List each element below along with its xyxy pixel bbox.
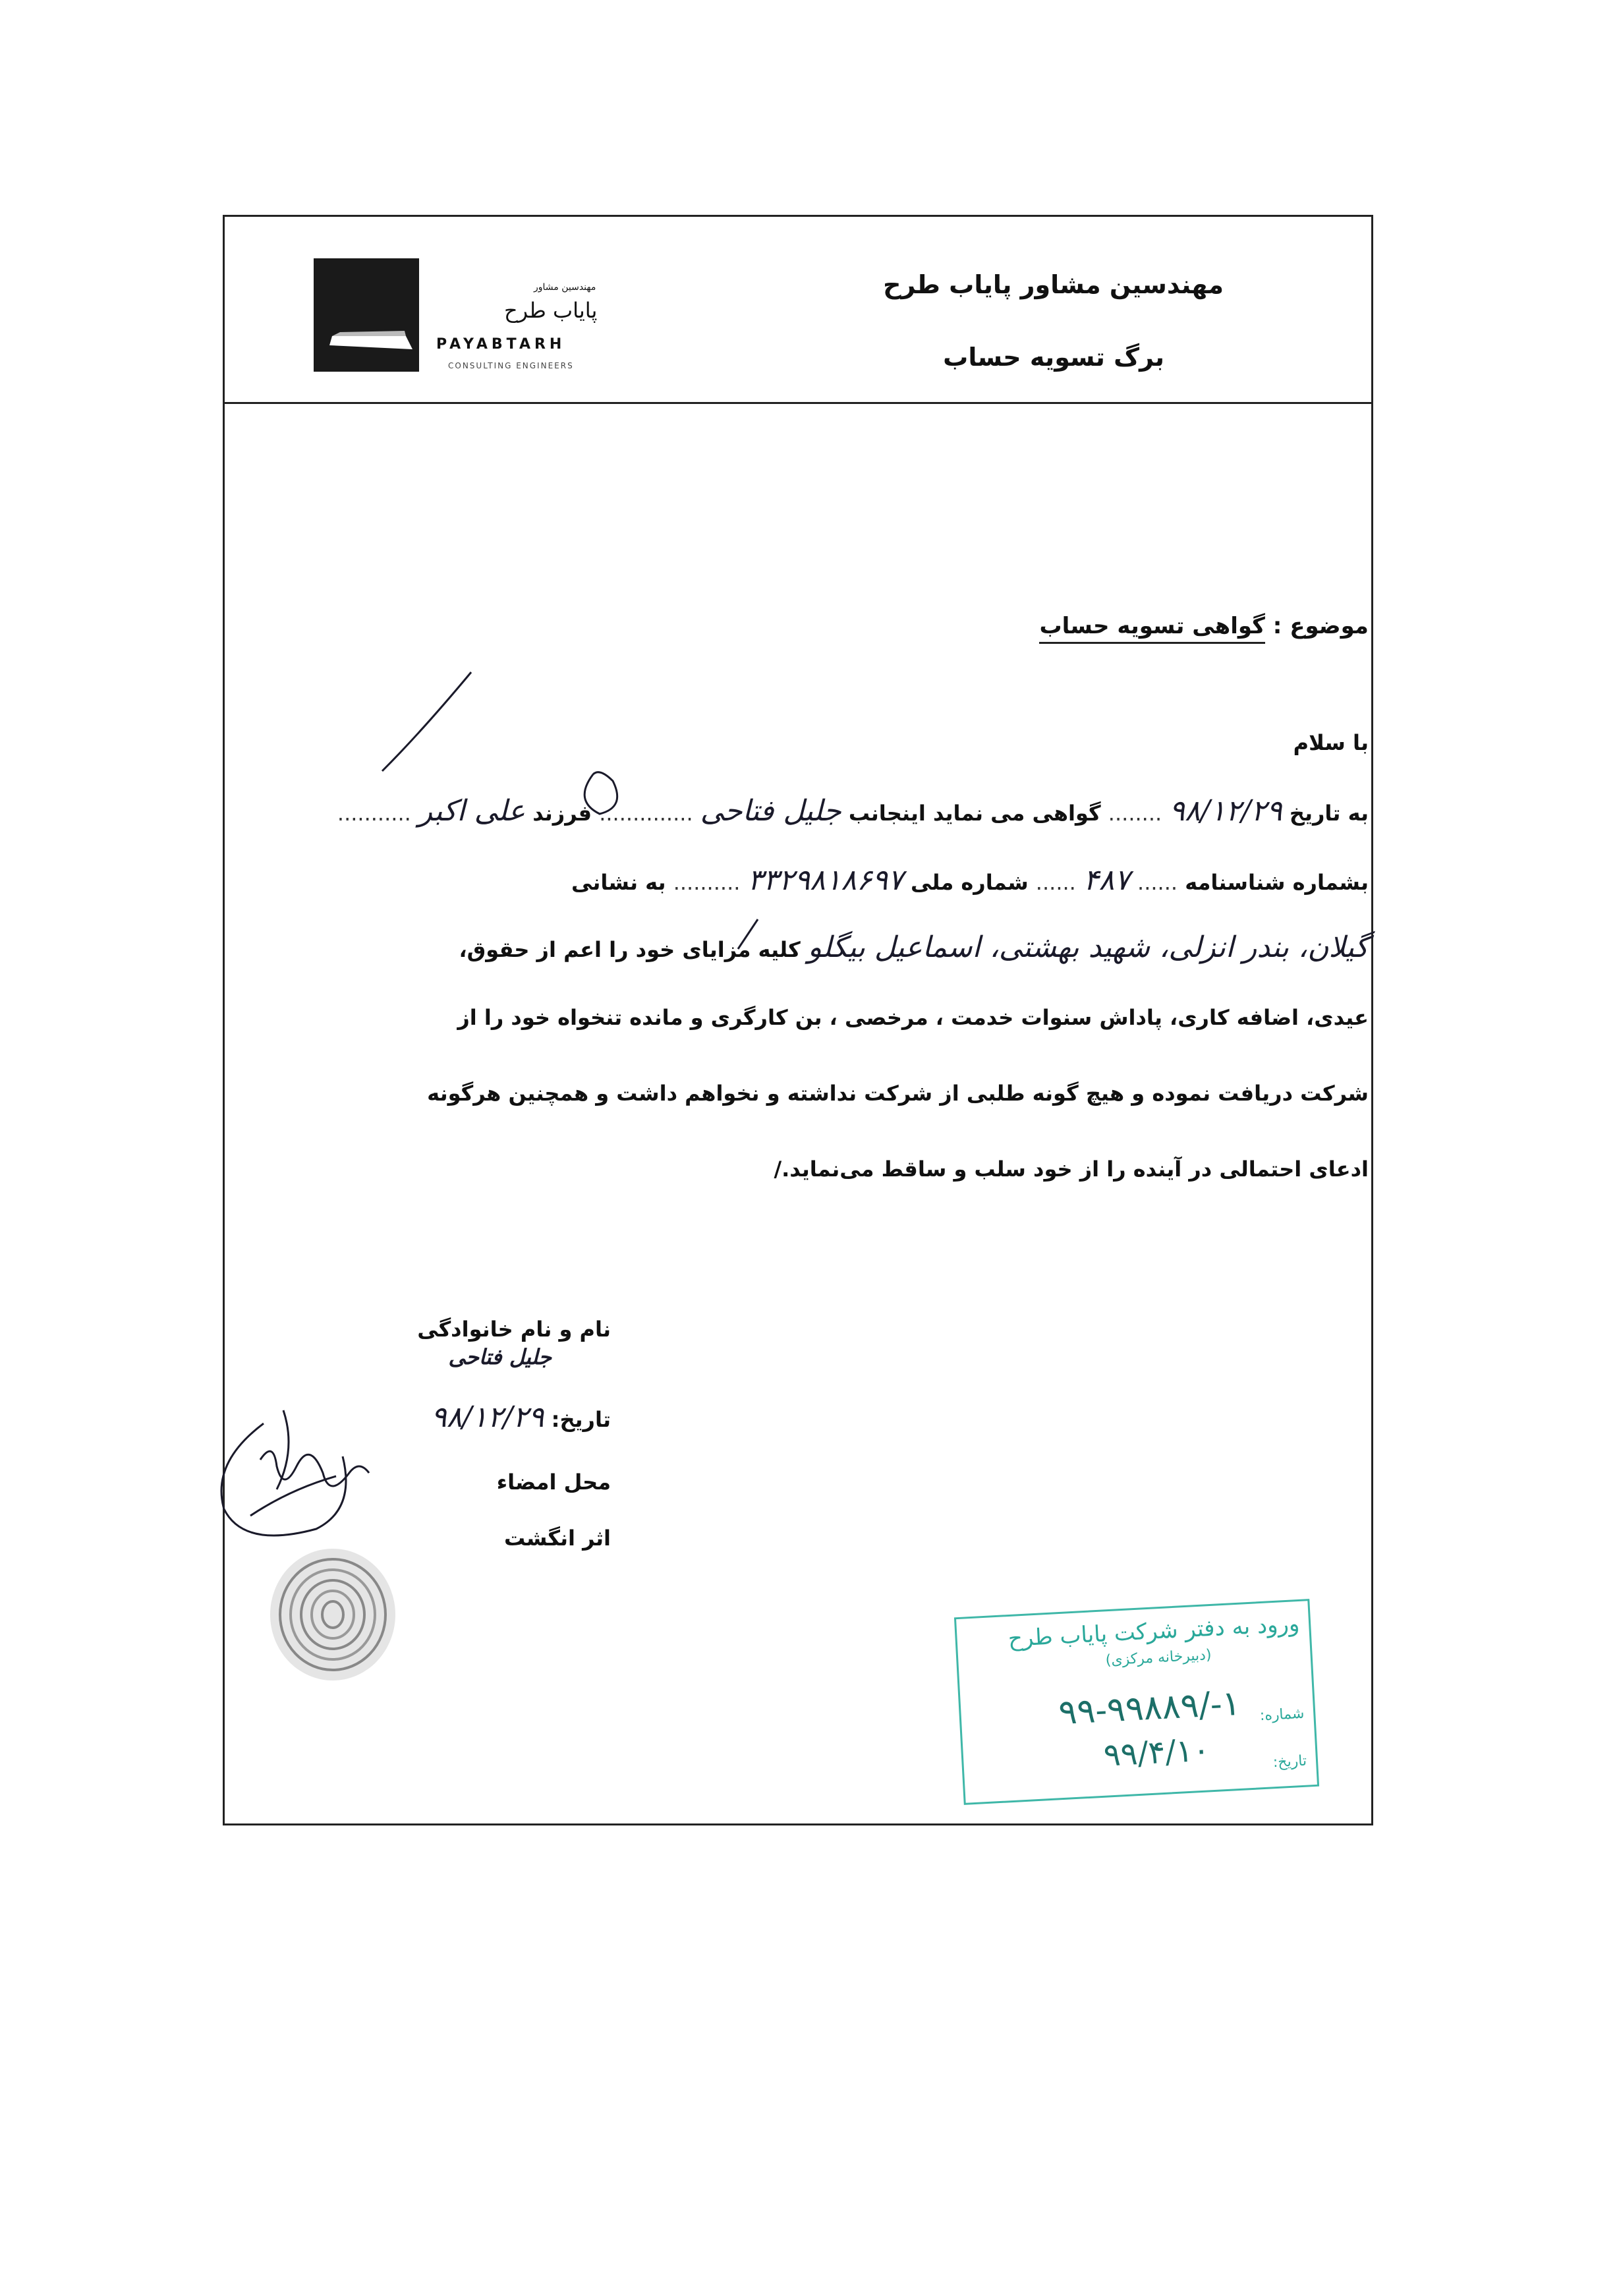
body-line-4: عیدی، اضافه کاری، پاداش سنوات خدمت ، مرخصی ، بن کارگری و مانده تنخواه خود را از	[457, 1005, 1369, 1030]
stamp-date: ۹۹/۴/۱۰	[1102, 1731, 1211, 1774]
fingerprint-label: اثر انگشت	[503, 1526, 611, 1551]
signature-date-label: تاریخ:	[551, 1407, 611, 1432]
date-handwritten: ۹۸/۱۲/۲۹	[1169, 794, 1282, 828]
stamp-title: ورود به دفتر شرکت پایاب طرح	[1007, 1610, 1301, 1653]
name-handwritten: جلیل فتاحی	[700, 794, 841, 828]
stamp-number: ۱-/۹۹-۹۹۸۸۹	[1058, 1683, 1241, 1733]
name-label: نام و نام خانوادگی	[417, 1317, 611, 1342]
company-logo-icon	[314, 258, 419, 372]
dots: ........	[1108, 801, 1162, 826]
form-title: برگ تسویه حساب	[943, 343, 1164, 372]
logo-fa-small-text: مهندسین مشاور	[534, 282, 596, 293]
address-handwritten: گیلان، بندر انزلی، شهید بهشتی، اسماعیل بیگلو	[807, 931, 1369, 964]
salutation: با سلام	[1293, 730, 1369, 755]
address-label: به نشانی	[571, 870, 666, 895]
subject-line	[1039, 613, 1369, 639]
id-prefix: بشماره شناسنامه	[1185, 870, 1369, 895]
dots: ..............	[599, 801, 693, 826]
stamp-date-label: تاریخ:	[1272, 1752, 1307, 1771]
body-line-3	[314, 931, 1369, 964]
certify-text: گواهی می نماید اینجانب	[848, 801, 1101, 826]
dots: ......	[1137, 870, 1178, 895]
signer-name-handwritten: جلیل فتاحی	[448, 1344, 552, 1369]
body-line-1	[314, 794, 1369, 828]
sign-place-label: محل امضاء	[496, 1470, 611, 1495]
subject-value: گواهی تسویه حساب	[1039, 613, 1265, 644]
dots: ......	[1035, 870, 1076, 895]
stamp-number-label: شماره:	[1259, 1705, 1305, 1725]
logo-en-subtext: CONSULTING ENGINEERS	[448, 361, 574, 370]
stamp-subtitle: (دبیرخانه مرکزی)	[1105, 1646, 1212, 1669]
logo-fa-text: پایاب طرح	[504, 298, 598, 323]
header-divider	[223, 402, 1373, 404]
subject-label: موضوع :	[1264, 613, 1369, 639]
company-name: مهندسین مشاور پایاب طرح	[883, 270, 1224, 299]
national-id-handwritten: ۳۳۲۹۸۱۸۶۹۷	[747, 863, 903, 897]
father-name-handwritten: علی اکبر	[418, 794, 526, 828]
dots: ...........	[337, 801, 411, 826]
child-of-text: فرزند	[532, 801, 592, 826]
body-line-2	[314, 863, 1369, 897]
date-prefix: به تاریخ	[1289, 801, 1369, 826]
benefits-text: کلیه مزایای خود را اعم از حقوق،	[459, 937, 801, 962]
body-line-5: شرکت دریافت نموده و هیچ گونه طلبی از شرکت نداشته و نخواهم داشت و همچنین هرگونه	[427, 1081, 1369, 1106]
registry-stamp	[954, 1599, 1319, 1805]
logo-en-text: PAYABTARH	[436, 336, 566, 353]
id-handwritten: ۴۸۷	[1083, 863, 1130, 897]
dots: ..........	[673, 870, 741, 895]
signature-date-handwritten: ۹۸/۱۲/۲۹	[431, 1400, 544, 1434]
fingerprint-icon	[257, 1542, 409, 1687]
national-id-label: شماره ملی	[911, 870, 1029, 895]
body-line-6: ادعای احتمالی در آینده را از خود سلب و ساقط می‌نماید./	[774, 1157, 1369, 1182]
signature-date-line	[431, 1400, 611, 1434]
